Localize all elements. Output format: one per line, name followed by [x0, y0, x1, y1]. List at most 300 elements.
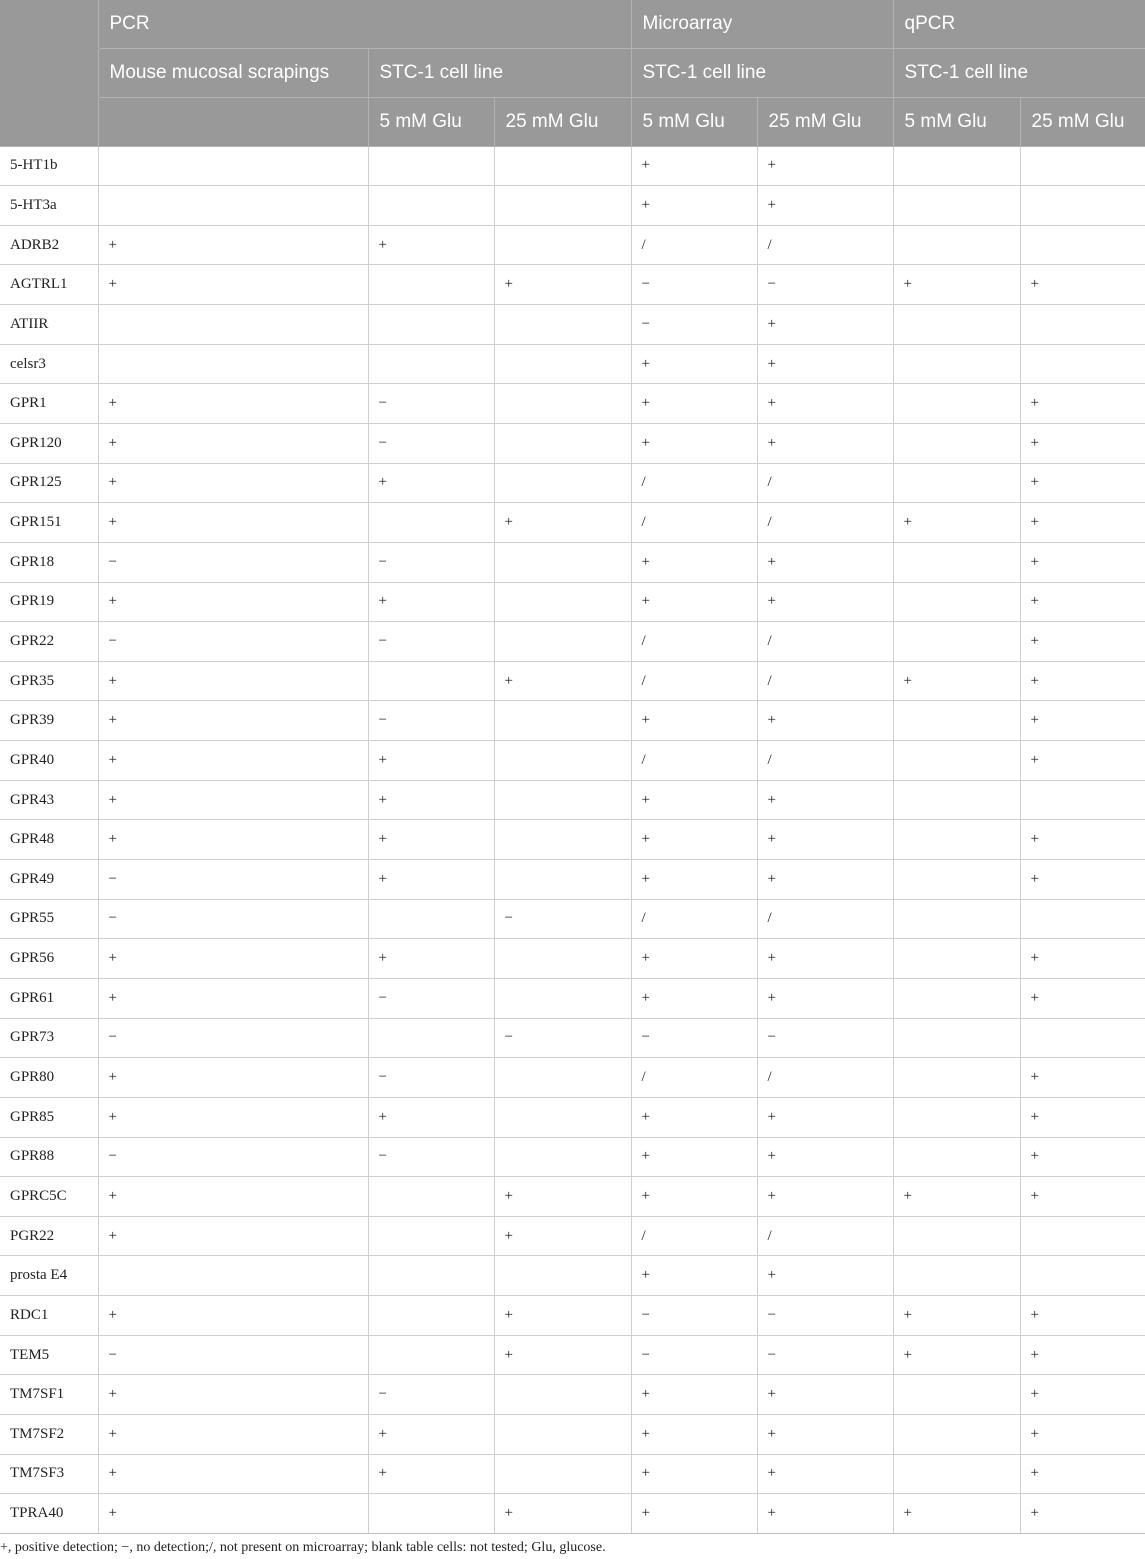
cell-microarray-5mm: −: [631, 1335, 757, 1375]
cell-microarray-5mm: +: [631, 1415, 757, 1455]
cell-pcr-stc1-5mm: +: [368, 582, 494, 622]
cell-pcr-mouse: +: [98, 265, 368, 305]
cell-qpcr-5mm: +: [893, 265, 1020, 305]
cell-qpcr-25mm: +: [1020, 1454, 1145, 1494]
cell-pcr-mouse: −: [98, 1137, 368, 1177]
cell-microarray-5mm: −: [631, 305, 757, 345]
table-row: [0, 1454, 1145, 1494]
cell-microarray-25mm: /: [757, 1058, 893, 1098]
header-microarray: Microarray: [631, 0, 893, 48]
cell-microarray-5mm: +: [631, 146, 757, 186]
cell-pcr-mouse: −: [98, 1335, 368, 1375]
cell-pcr-mouse: +: [98, 1097, 368, 1137]
cell-pcr-stc1-5mm: −: [368, 701, 494, 741]
cell-microarray-25mm: +: [757, 146, 893, 186]
cell-microarray-25mm: +: [757, 305, 893, 345]
cell-microarray-25mm: +: [757, 820, 893, 860]
header-microarray-25mm: 25 mM Glu: [757, 97, 893, 146]
cell-pcr-stc1-25mm: [494, 1375, 631, 1415]
cell-qpcr-25mm: +: [1020, 978, 1145, 1018]
cell-qpcr-5mm: +: [893, 661, 1020, 701]
cell-pcr-stc1-5mm: −: [368, 384, 494, 424]
cell-qpcr-25mm: +: [1020, 1494, 1145, 1534]
cell-qpcr-5mm: +: [893, 1177, 1020, 1217]
cell-microarray-5mm: /: [631, 503, 757, 543]
cell-receptor-name: GPR151: [0, 503, 98, 543]
cell-microarray-25mm: +: [757, 186, 893, 226]
cell-qpcr-5mm: [893, 978, 1020, 1018]
cell-pcr-mouse: +: [98, 1415, 368, 1455]
cell-microarray-5mm: −: [631, 1296, 757, 1336]
cell-qpcr-25mm: [1020, 344, 1145, 384]
cell-pcr-stc1-5mm: +: [368, 741, 494, 781]
cell-qpcr-5mm: [893, 463, 1020, 503]
cell-qpcr-25mm: +: [1020, 384, 1145, 424]
cell-receptor-name: ATIIR: [0, 305, 98, 345]
cell-receptor-name: GPR73: [0, 1018, 98, 1058]
cell-pcr-stc1-25mm: +: [494, 503, 631, 543]
cell-pcr-mouse: +: [98, 1058, 368, 1098]
cell-pcr-stc1-5mm: [368, 899, 494, 939]
cell-qpcr-25mm: +: [1020, 622, 1145, 662]
cell-pcr-stc1-5mm: −: [368, 978, 494, 1018]
cell-pcr-stc1-5mm: [368, 186, 494, 226]
cell-pcr-stc1-25mm: [494, 741, 631, 781]
cell-receptor-name: GPR120: [0, 423, 98, 463]
cell-microarray-25mm: +: [757, 1137, 893, 1177]
cell-qpcr-25mm: [1020, 899, 1145, 939]
cell-pcr-stc1-5mm: +: [368, 1454, 494, 1494]
cell-microarray-5mm: +: [631, 939, 757, 979]
cell-qpcr-5mm: [893, 701, 1020, 741]
cell-pcr-stc1-5mm: −: [368, 1137, 494, 1177]
cell-pcr-stc1-5mm: [368, 146, 494, 186]
cell-pcr-stc1-25mm: [494, 820, 631, 860]
cell-qpcr-5mm: [893, 423, 1020, 463]
cell-microarray-5mm: /: [631, 741, 757, 781]
cell-pcr-stc1-25mm: [494, 780, 631, 820]
cell-receptor-name: prosta E4: [0, 1256, 98, 1296]
cell-pcr-stc1-25mm: +: [494, 661, 631, 701]
header-mouse-mucosal-scrapings: Mouse mucosal scrapings: [98, 48, 368, 97]
cell-pcr-stc1-25mm: +: [494, 1296, 631, 1336]
cell-qpcr-25mm: +: [1020, 1137, 1145, 1177]
cell-microarray-25mm: −: [757, 265, 893, 305]
cell-qpcr-25mm: +: [1020, 503, 1145, 543]
cell-pcr-stc1-5mm: [368, 1018, 494, 1058]
cell-microarray-5mm: /: [631, 463, 757, 503]
cell-qpcr-25mm: +: [1020, 939, 1145, 979]
cell-pcr-stc1-5mm: −: [368, 542, 494, 582]
table-row: [0, 423, 1145, 463]
cell-qpcr-25mm: +: [1020, 1335, 1145, 1375]
cell-microarray-25mm: +: [757, 384, 893, 424]
cell-microarray-25mm: +: [757, 582, 893, 622]
cell-qpcr-5mm: [893, 384, 1020, 424]
cell-receptor-name: TM7SF3: [0, 1454, 98, 1494]
cell-qpcr-5mm: [893, 820, 1020, 860]
cell-pcr-mouse: +: [98, 1296, 368, 1336]
table-row: [0, 1296, 1145, 1336]
cell-pcr-stc1-25mm: +: [494, 1177, 631, 1217]
cell-qpcr-25mm: +: [1020, 701, 1145, 741]
cell-pcr-mouse: +: [98, 939, 368, 979]
cell-qpcr-25mm: +: [1020, 1058, 1145, 1098]
cell-microarray-5mm: +: [631, 1454, 757, 1494]
cell-pcr-stc1-25mm: [494, 1097, 631, 1137]
cell-receptor-name: TEM5: [0, 1335, 98, 1375]
cell-microarray-25mm: +: [757, 1177, 893, 1217]
cell-receptor-name: GPR48: [0, 820, 98, 860]
cell-receptor-name: GPR55: [0, 899, 98, 939]
table-row: [0, 1335, 1145, 1375]
cell-pcr-mouse: +: [98, 225, 368, 265]
header-stub-cell: [0, 97, 98, 146]
cell-microarray-5mm: +: [631, 1177, 757, 1217]
cell-qpcr-25mm: [1020, 1256, 1145, 1296]
cell-microarray-25mm: +: [757, 1454, 893, 1494]
cell-receptor-name: 5-HT3a: [0, 186, 98, 226]
cell-receptor-name: TM7SF2: [0, 1415, 98, 1455]
cell-pcr-stc1-5mm: [368, 503, 494, 543]
cell-pcr-stc1-25mm: [494, 701, 631, 741]
cell-microarray-25mm: /: [757, 899, 893, 939]
cell-qpcr-5mm: [893, 1018, 1020, 1058]
cell-pcr-stc1-5mm: [368, 1335, 494, 1375]
cell-pcr-stc1-5mm: +: [368, 860, 494, 900]
header-microarray-5mm: 5 mM Glu: [631, 97, 757, 146]
cell-receptor-name: PGR22: [0, 1216, 98, 1256]
cell-receptor-name: GPR40: [0, 741, 98, 781]
cell-microarray-5mm: /: [631, 622, 757, 662]
table-row: [0, 582, 1145, 622]
cell-microarray-25mm: +: [757, 344, 893, 384]
header-row-glucose: [0, 97, 1145, 146]
cell-receptor-name: TPRA40: [0, 1494, 98, 1534]
cell-qpcr-25mm: +: [1020, 1097, 1145, 1137]
cell-pcr-stc1-5mm: +: [368, 463, 494, 503]
cell-microarray-5mm: /: [631, 661, 757, 701]
cell-qpcr-5mm: [893, 1097, 1020, 1137]
cell-pcr-stc1-25mm: [494, 344, 631, 384]
cell-pcr-stc1-25mm: +: [494, 1335, 631, 1375]
cell-microarray-5mm: +: [631, 1256, 757, 1296]
cell-pcr-stc1-25mm: [494, 186, 631, 226]
cell-qpcr-5mm: [893, 1058, 1020, 1098]
cell-pcr-mouse: [98, 344, 368, 384]
table-row: [0, 939, 1145, 979]
cell-qpcr-5mm: [893, 225, 1020, 265]
cell-pcr-stc1-5mm: [368, 1256, 494, 1296]
cell-pcr-mouse: +: [98, 661, 368, 701]
cell-pcr-mouse: −: [98, 542, 368, 582]
cell-microarray-5mm: +: [631, 1375, 757, 1415]
cell-microarray-25mm: −: [757, 1335, 893, 1375]
cell-qpcr-5mm: [893, 582, 1020, 622]
cell-pcr-mouse: −: [98, 1018, 368, 1058]
cell-microarray-5mm: +: [631, 344, 757, 384]
cell-qpcr-5mm: [893, 939, 1020, 979]
cell-pcr-stc1-25mm: [494, 305, 631, 345]
cell-pcr-mouse: +: [98, 463, 368, 503]
cell-qpcr-5mm: [893, 780, 1020, 820]
cell-microarray-5mm: +: [631, 186, 757, 226]
cell-qpcr-25mm: +: [1020, 1375, 1145, 1415]
table-row: [0, 622, 1145, 662]
table-row: [0, 820, 1145, 860]
cell-microarray-5mm: −: [631, 265, 757, 305]
cell-pcr-mouse: +: [98, 423, 368, 463]
cell-microarray-25mm: −: [757, 1018, 893, 1058]
cell-qpcr-25mm: +: [1020, 860, 1145, 900]
table-row: [0, 1018, 1145, 1058]
cell-pcr-stc1-25mm: [494, 1454, 631, 1494]
cell-pcr-mouse: [98, 1256, 368, 1296]
cell-pcr-mouse: +: [98, 1375, 368, 1415]
cell-pcr-mouse: +: [98, 701, 368, 741]
cell-microarray-5mm: +: [631, 780, 757, 820]
cell-qpcr-25mm: +: [1020, 463, 1145, 503]
cell-pcr-mouse: −: [98, 860, 368, 900]
cell-qpcr-5mm: [893, 305, 1020, 345]
table-row: [0, 860, 1145, 900]
cell-qpcr-25mm: [1020, 146, 1145, 186]
cell-pcr-mouse: −: [98, 899, 368, 939]
cell-pcr-stc1-25mm: [494, 1058, 631, 1098]
cell-pcr-stc1-5mm: [368, 1216, 494, 1256]
cell-pcr-mouse: −: [98, 622, 368, 662]
cell-pcr-stc1-25mm: [494, 860, 631, 900]
table-row: [0, 1415, 1145, 1455]
cell-qpcr-5mm: [893, 1415, 1020, 1455]
cell-microarray-25mm: +: [757, 939, 893, 979]
cell-microarray-25mm: +: [757, 542, 893, 582]
cell-pcr-stc1-25mm: [494, 1256, 631, 1296]
cell-pcr-stc1-5mm: [368, 265, 494, 305]
cell-receptor-name: GPR88: [0, 1137, 98, 1177]
cell-microarray-25mm: +: [757, 1256, 893, 1296]
cell-qpcr-5mm: [893, 1375, 1020, 1415]
cell-receptor-name: ADRB2: [0, 225, 98, 265]
cell-qpcr-25mm: +: [1020, 1177, 1145, 1217]
cell-pcr-stc1-25mm: [494, 978, 631, 1018]
cell-receptor-name: GPRC5C: [0, 1177, 98, 1217]
cell-receptor-name: GPR80: [0, 1058, 98, 1098]
cell-pcr-stc1-25mm: [494, 622, 631, 662]
cell-pcr-mouse: +: [98, 1177, 368, 1217]
cell-receptor-name: GPR18: [0, 542, 98, 582]
cell-qpcr-25mm: [1020, 305, 1145, 345]
cell-qpcr-5mm: [893, 1216, 1020, 1256]
table-body: [0, 146, 1145, 1533]
cell-pcr-stc1-5mm: [368, 305, 494, 345]
cell-pcr-stc1-5mm: [368, 1296, 494, 1336]
cell-microarray-25mm: /: [757, 661, 893, 701]
cell-microarray-25mm: +: [757, 1097, 893, 1137]
cell-qpcr-25mm: +: [1020, 423, 1145, 463]
cell-qpcr-25mm: [1020, 780, 1145, 820]
table-row: [0, 780, 1145, 820]
cell-pcr-stc1-25mm: [494, 423, 631, 463]
table-row: [0, 344, 1145, 384]
table-row: [0, 503, 1145, 543]
cell-pcr-stc1-25mm: +: [494, 1494, 631, 1534]
cell-pcr-mouse: +: [98, 1454, 368, 1494]
cell-microarray-5mm: +: [631, 701, 757, 741]
cell-microarray-5mm: +: [631, 423, 757, 463]
cell-pcr-mouse: +: [98, 503, 368, 543]
cell-receptor-name: GPR1: [0, 384, 98, 424]
cell-receptor-name: GPR22: [0, 622, 98, 662]
cell-qpcr-5mm: +: [893, 1296, 1020, 1336]
table-row: [0, 225, 1145, 265]
cell-qpcr-5mm: +: [893, 1335, 1020, 1375]
cell-receptor-name: RDC1: [0, 1296, 98, 1336]
cell-microarray-25mm: /: [757, 463, 893, 503]
cell-qpcr-5mm: [893, 344, 1020, 384]
cell-receptor-name: GPR56: [0, 939, 98, 979]
cell-qpcr-5mm: [893, 542, 1020, 582]
cell-pcr-mouse: +: [98, 1494, 368, 1534]
cell-pcr-stc1-5mm: [368, 1494, 494, 1534]
cell-microarray-5mm: +: [631, 1137, 757, 1177]
cell-pcr-mouse: +: [98, 978, 368, 1018]
table-row: [0, 1097, 1145, 1137]
cell-microarray-25mm: /: [757, 225, 893, 265]
cell-qpcr-5mm: [893, 860, 1020, 900]
header-stub-cell: [0, 48, 98, 97]
header-mouse-empty: [98, 97, 368, 146]
cell-pcr-stc1-5mm: −: [368, 1058, 494, 1098]
cell-qpcr-25mm: +: [1020, 582, 1145, 622]
cell-microarray-5mm: +: [631, 1494, 757, 1534]
cell-receptor-name: AGTRL1: [0, 265, 98, 305]
table-row: [0, 384, 1145, 424]
cell-receptor-name: GPR35: [0, 661, 98, 701]
cell-pcr-mouse: [98, 146, 368, 186]
cell-pcr-stc1-5mm: −: [368, 1375, 494, 1415]
cell-qpcr-25mm: +: [1020, 661, 1145, 701]
cell-microarray-5mm: +: [631, 1097, 757, 1137]
cell-qpcr-25mm: +: [1020, 542, 1145, 582]
cell-receptor-name: celsr3: [0, 344, 98, 384]
cell-qpcr-5mm: [893, 1256, 1020, 1296]
cell-pcr-stc1-25mm: [494, 582, 631, 622]
cell-pcr-stc1-25mm: [494, 1415, 631, 1455]
cell-pcr-stc1-5mm: [368, 344, 494, 384]
cell-microarray-5mm: −: [631, 1018, 757, 1058]
table-row: [0, 1216, 1145, 1256]
table-row: [0, 265, 1145, 305]
cell-pcr-mouse: +: [98, 741, 368, 781]
cell-microarray-25mm: /: [757, 503, 893, 543]
cell-microarray-25mm: /: [757, 741, 893, 781]
table-row: [0, 1137, 1145, 1177]
header-stub-cell: [0, 0, 98, 48]
cell-qpcr-5mm: +: [893, 503, 1020, 543]
table-header: [0, 0, 1145, 146]
cell-qpcr-5mm: [893, 146, 1020, 186]
cell-receptor-name: GPR39: [0, 701, 98, 741]
cell-pcr-stc1-25mm: [494, 939, 631, 979]
cell-microarray-5mm: +: [631, 820, 757, 860]
cell-pcr-mouse: +: [98, 1216, 368, 1256]
table-row: [0, 1256, 1145, 1296]
cell-pcr-stc1-25mm: [494, 1137, 631, 1177]
cell-pcr-stc1-5mm: +: [368, 820, 494, 860]
cell-microarray-5mm: /: [631, 225, 757, 265]
table-row: [0, 1494, 1145, 1534]
cell-receptor-name: GPR61: [0, 978, 98, 1018]
header-pcr-5mm: 5 mM Glu: [368, 97, 494, 146]
cell-pcr-stc1-5mm: +: [368, 225, 494, 265]
cell-pcr-stc1-25mm: [494, 463, 631, 503]
cell-pcr-stc1-25mm: −: [494, 1018, 631, 1058]
cell-microarray-5mm: +: [631, 384, 757, 424]
cell-qpcr-25mm: +: [1020, 820, 1145, 860]
cell-pcr-mouse: +: [98, 780, 368, 820]
table-row: [0, 661, 1145, 701]
cell-microarray-25mm: +: [757, 780, 893, 820]
cell-receptor-name: GPR43: [0, 780, 98, 820]
cell-microarray-25mm: +: [757, 860, 893, 900]
cell-microarray-5mm: +: [631, 542, 757, 582]
cell-receptor-name: 5-HT1b: [0, 146, 98, 186]
cell-qpcr-25mm: +: [1020, 1296, 1145, 1336]
cell-pcr-mouse: [98, 186, 368, 226]
cell-pcr-stc1-5mm: +: [368, 780, 494, 820]
cell-receptor-name: GPR49: [0, 860, 98, 900]
table-row: [0, 899, 1145, 939]
header-pcr: PCR: [98, 0, 631, 48]
cell-pcr-stc1-5mm: +: [368, 939, 494, 979]
cell-pcr-stc1-5mm: +: [368, 1097, 494, 1137]
cell-pcr-stc1-25mm: [494, 225, 631, 265]
table-row: [0, 978, 1145, 1018]
cell-pcr-mouse: [98, 305, 368, 345]
cell-qpcr-25mm: [1020, 225, 1145, 265]
header-qpcr-stc1: STC-1 cell line: [893, 48, 1145, 97]
cell-pcr-stc1-25mm: [494, 384, 631, 424]
header-pcr-25mm: 25 mM Glu: [494, 97, 631, 146]
cell-qpcr-5mm: [893, 899, 1020, 939]
table-row: [0, 186, 1145, 226]
cell-microarray-25mm: +: [757, 701, 893, 741]
cell-qpcr-25mm: [1020, 1018, 1145, 1058]
cell-pcr-stc1-25mm: −: [494, 899, 631, 939]
table-row: [0, 741, 1145, 781]
cell-qpcr-25mm: +: [1020, 265, 1145, 305]
cell-microarray-25mm: +: [757, 1415, 893, 1455]
cell-pcr-stc1-25mm: [494, 542, 631, 582]
cell-microarray-5mm: /: [631, 899, 757, 939]
cell-qpcr-5mm: [893, 1454, 1020, 1494]
table-row: [0, 305, 1145, 345]
cell-qpcr-5mm: +: [893, 1494, 1020, 1534]
cell-microarray-5mm: /: [631, 1058, 757, 1098]
cell-microarray-5mm: +: [631, 860, 757, 900]
cell-microarray-25mm: +: [757, 1494, 893, 1534]
cell-microarray-25mm: +: [757, 1375, 893, 1415]
cell-qpcr-5mm: [893, 1137, 1020, 1177]
header-row-sample: [0, 48, 1145, 97]
header-qpcr: qPCR: [893, 0, 1145, 48]
table-row: [0, 1375, 1145, 1415]
cell-receptor-name: TM7SF1: [0, 1375, 98, 1415]
cell-qpcr-5mm: [893, 741, 1020, 781]
table-footnote: +, positive detection; −, no detection;/, not present on microarray; blank table cells: not tested; Glu, glucose.: [0, 1540, 606, 1555]
table-row: [0, 701, 1145, 741]
